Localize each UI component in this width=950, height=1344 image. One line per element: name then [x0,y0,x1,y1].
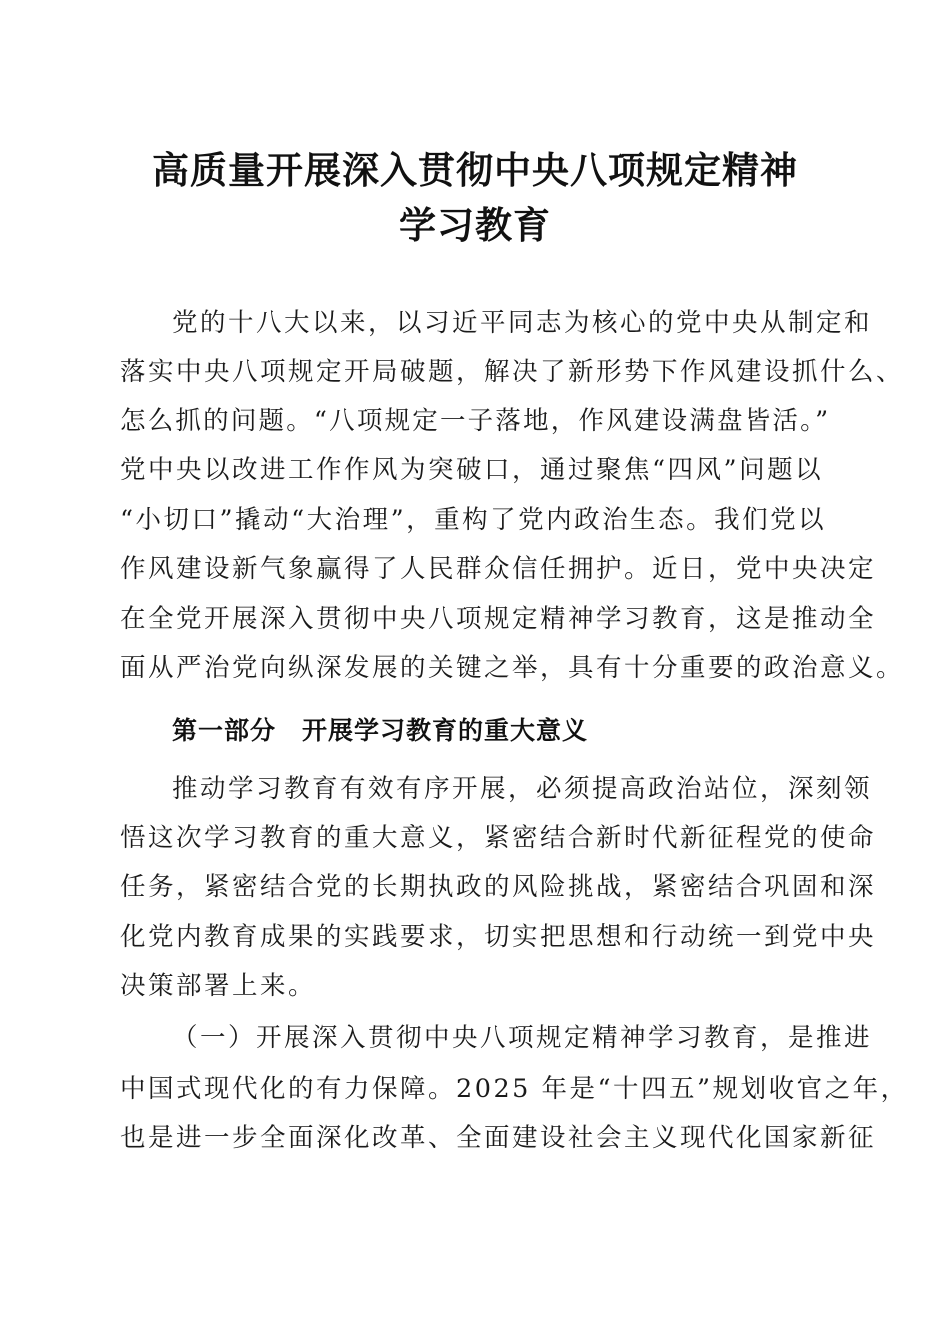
text-line: 化党内教育成果的实践要求，切实把思想和行动统一到党中央 [120,922,877,952]
text-line: 也是进一步全面深化改革、全面建设社会主义现代化国家新征 [120,1123,877,1153]
text-line: 决策部署上来。 [120,971,317,1001]
text-line: 中国式现代化的有力保障。2025 年是“十四五”规划收官之年， [120,1074,909,1104]
document-title-line-1: 高质量开展深入贯彻中央八项规定精神 [152,148,798,192]
text-line: 党的十八大以来，以习近平同志为核心的党中央从制定和 [172,308,873,338]
text-line: （一）开展深入贯彻中央八项规定精神学习教育，是推进 [172,1023,873,1053]
text-line: 怎么抓的问题。“八项规定一子落地，作风建设满盘皆活。” [120,406,831,436]
text-line: 党中央以改进工作作风为突破口，通过聚焦“四风”问题以 [120,455,824,485]
text-line: “小切口”撬动“大治理”，重构了党内政治生态。我们党以 [120,505,827,535]
text-line: 任务，紧密结合党的长期执政的风险挑战，紧密结合巩固和深 [120,872,877,902]
text-line: 推动学习教育有效有序开展，必须提高政治站位，深刻领 [172,774,873,804]
document-title-line-2: 学习教育 [399,203,551,247]
text-line: 悟这次学习教育的重大意义，紧密结合新时代新征程党的使命 [120,823,877,853]
text-line: 面从严治党向纵深发展的关键之举，具有十分重要的政治意义。 [120,653,905,683]
text-line: 在全党开展深入贯彻中央八项规定精神学习教育，这是推动全 [120,604,877,634]
text-line: 落实中央八项规定开局破题，解决了新形势下作风建设抓什么、 [120,357,905,387]
text-line: 作风建设新气象赢得了人民群众信任拥护。近日，党中央决定 [120,554,877,584]
section-heading: 第一部分 开展学习教育的重大意义 [172,716,589,745]
